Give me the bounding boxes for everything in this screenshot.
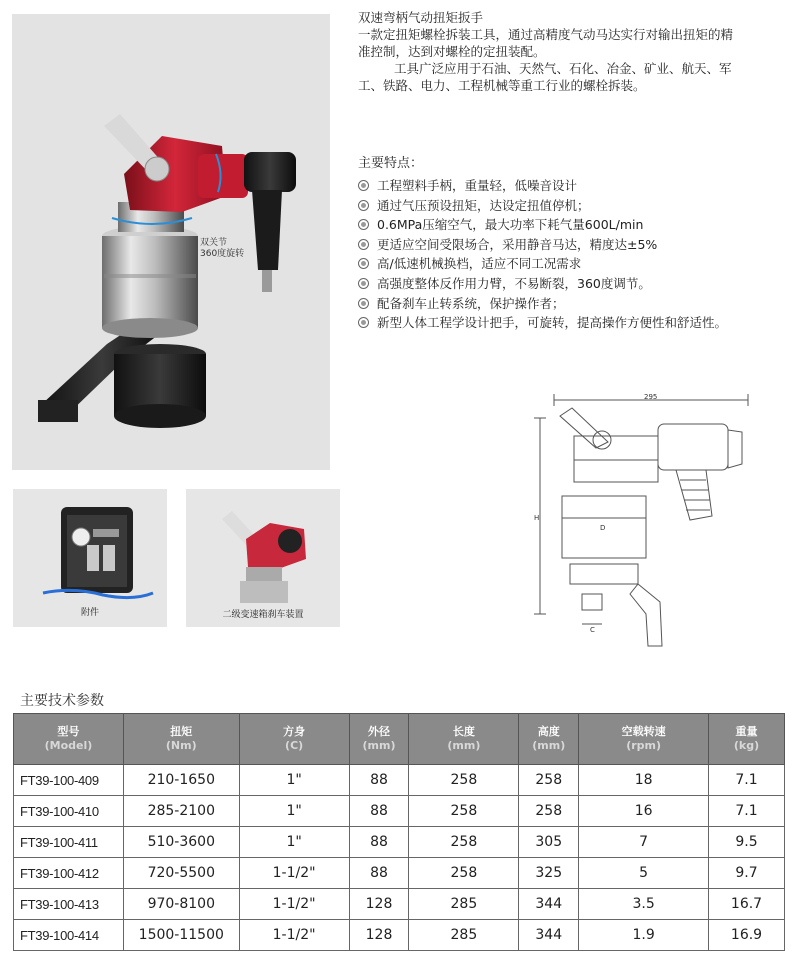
table-cell: 16: [579, 796, 709, 827]
table-row: [14, 858, 785, 889]
table-cell: 7.1: [709, 796, 785, 827]
table-cell: 88: [349, 858, 409, 889]
table-cell: 1-1/2": [239, 889, 349, 920]
table-header-cell: 扭矩 (Nm): [123, 714, 239, 765]
circle-bullet-icon: [358, 200, 369, 211]
feature-item: 工程塑料手柄，重量轻，低噪音设计: [358, 176, 788, 196]
table-cell: 210-1650: [123, 765, 239, 796]
table-cell: 344: [519, 889, 579, 920]
table-cell: 1500-11500: [123, 920, 239, 951]
table-cell: 1": [239, 765, 349, 796]
table-header-cell: 长度 (mm): [409, 714, 519, 765]
accessories-thumbnail: [13, 489, 167, 627]
table-header-cell: 重量 (kg): [709, 714, 785, 765]
feature-item: 0.6MPa压缩空气，最大功率下耗气量600L/min: [358, 215, 788, 235]
table-cell: 1.9: [579, 920, 709, 951]
table-cell: 88: [349, 796, 409, 827]
product-title: 双速弯柄气动扭矩扳手: [358, 10, 484, 25]
gearbox-brake-thumbnail: [186, 489, 340, 627]
table-header-cell: 高度 (mm): [519, 714, 579, 765]
accessories-caption: 附件: [80, 608, 99, 618]
table-cell: 305: [519, 827, 579, 858]
product-photo: [12, 14, 330, 470]
feature-item: 配备刹车止转系统，保护操作者；: [358, 294, 788, 314]
torque-wrench-illustration: [12, 14, 330, 470]
table-cell: 3.5: [579, 889, 709, 920]
table-header-row: [14, 714, 785, 765]
feature-item: 高/低速机械换档，适应不同工况需求: [358, 254, 788, 274]
table-cell: FT39-100-414: [14, 920, 124, 951]
table-header-cell: 型号 (Model): [14, 714, 124, 765]
circle-bullet-icon: [358, 180, 369, 191]
table-title: 主要技术参数: [20, 693, 104, 709]
table-cell: 88: [349, 827, 409, 858]
table-header-cell: 外径 (mm): [349, 714, 409, 765]
table-cell: 285: [409, 920, 519, 951]
dim-width-label: 295: [644, 393, 658, 401]
table-cell: 7.1: [709, 765, 785, 796]
table-body: [14, 765, 785, 951]
table-row: [14, 889, 785, 920]
table-cell: 258: [409, 796, 519, 827]
table-cell: 18: [579, 765, 709, 796]
gearbox-brake-caption: 二级变速箱刹车装置: [222, 610, 304, 620]
table-cell: FT39-100-412: [14, 858, 124, 889]
table-cell: 258: [409, 858, 519, 889]
table-row: [14, 827, 785, 858]
circle-bullet-icon: [358, 258, 369, 269]
table-cell: 1": [239, 827, 349, 858]
table-cell: 285-2100: [123, 796, 239, 827]
table-cell: 258: [409, 827, 519, 858]
table-cell: 344: [519, 920, 579, 951]
circle-bullet-icon: [358, 219, 369, 230]
intro-block: [358, 9, 788, 94]
table-cell: 7: [579, 827, 709, 858]
table-cell: 720-5500: [123, 858, 239, 889]
circle-bullet-icon: [358, 278, 369, 289]
table-cell: 970-8100: [123, 889, 239, 920]
circle-bullet-icon: [358, 317, 369, 328]
table-cell: 9.5: [709, 827, 785, 858]
table-cell: 128: [349, 920, 409, 951]
features-block: [358, 155, 788, 333]
table-cell: 1": [239, 796, 349, 827]
table-cell: 1-1/2": [239, 858, 349, 889]
table-row: [14, 920, 785, 951]
circle-bullet-icon: [358, 239, 369, 250]
table-cell: 510-3600: [123, 827, 239, 858]
feature-item: 新型人体工程学设计把手，可旋转，提高操作方便性和舒适性。: [358, 313, 788, 333]
table-cell: 9.7: [709, 858, 785, 889]
spec-table: [13, 713, 785, 951]
table-header-cell: 方身 (C): [239, 714, 349, 765]
table-cell: 16.9: [709, 920, 785, 951]
rotation-callout: 双关节 360度旋转: [200, 238, 245, 259]
table-cell: FT39-100-409: [14, 765, 124, 796]
table-cell: 128: [349, 889, 409, 920]
feature-list: [358, 176, 788, 333]
circle-bullet-icon: [358, 298, 369, 309]
table-row: [14, 765, 785, 796]
table-header-cell: 空载转速 (rpm): [579, 714, 709, 765]
feature-item: 通过气压预设扭矩，达设定扭值停机；: [358, 196, 788, 216]
technical-drawing: [530, 388, 790, 650]
intro-line: 一款定扭矩螺栓拆装工具，通过高精度气动马达实行对输出扭矩的精: [358, 27, 734, 42]
table-cell: 285: [409, 889, 519, 920]
table-cell: 16.7: [709, 889, 785, 920]
feature-item: 高强度整体反作用力臂，不易断裂，360度调节。: [358, 274, 788, 294]
table-row: [14, 796, 785, 827]
table-cell: FT39-100-410: [14, 796, 124, 827]
intro-line: 工、铁路、电力、工程机械等重工行业的螺栓拆装。: [358, 78, 646, 93]
dim-c-label: C: [590, 626, 595, 634]
dimension-drawing: [530, 388, 790, 650]
table-cell: 1-1/2": [239, 920, 349, 951]
intro-line: 工具广泛应用于石油、天然气、石化、冶金、矿业、航天、军: [394, 61, 732, 76]
dim-d-label: D: [600, 524, 606, 532]
intro-line: 准控制，达到对螺栓的定扭装配。: [358, 44, 546, 59]
table-cell: FT39-100-413: [14, 889, 124, 920]
features-heading: 主要特点：: [358, 156, 424, 171]
feature-item: 更适应空间受限场合，采用静音马达，精度达±5%: [358, 235, 788, 255]
table-cell: 325: [519, 858, 579, 889]
table-cell: 258: [409, 765, 519, 796]
table-cell: 88: [349, 765, 409, 796]
dim-h-label: H: [534, 514, 540, 522]
table-cell: 258: [519, 796, 579, 827]
table-cell: 258: [519, 765, 579, 796]
table-cell: FT39-100-411: [14, 827, 124, 858]
table-cell: 5: [579, 858, 709, 889]
